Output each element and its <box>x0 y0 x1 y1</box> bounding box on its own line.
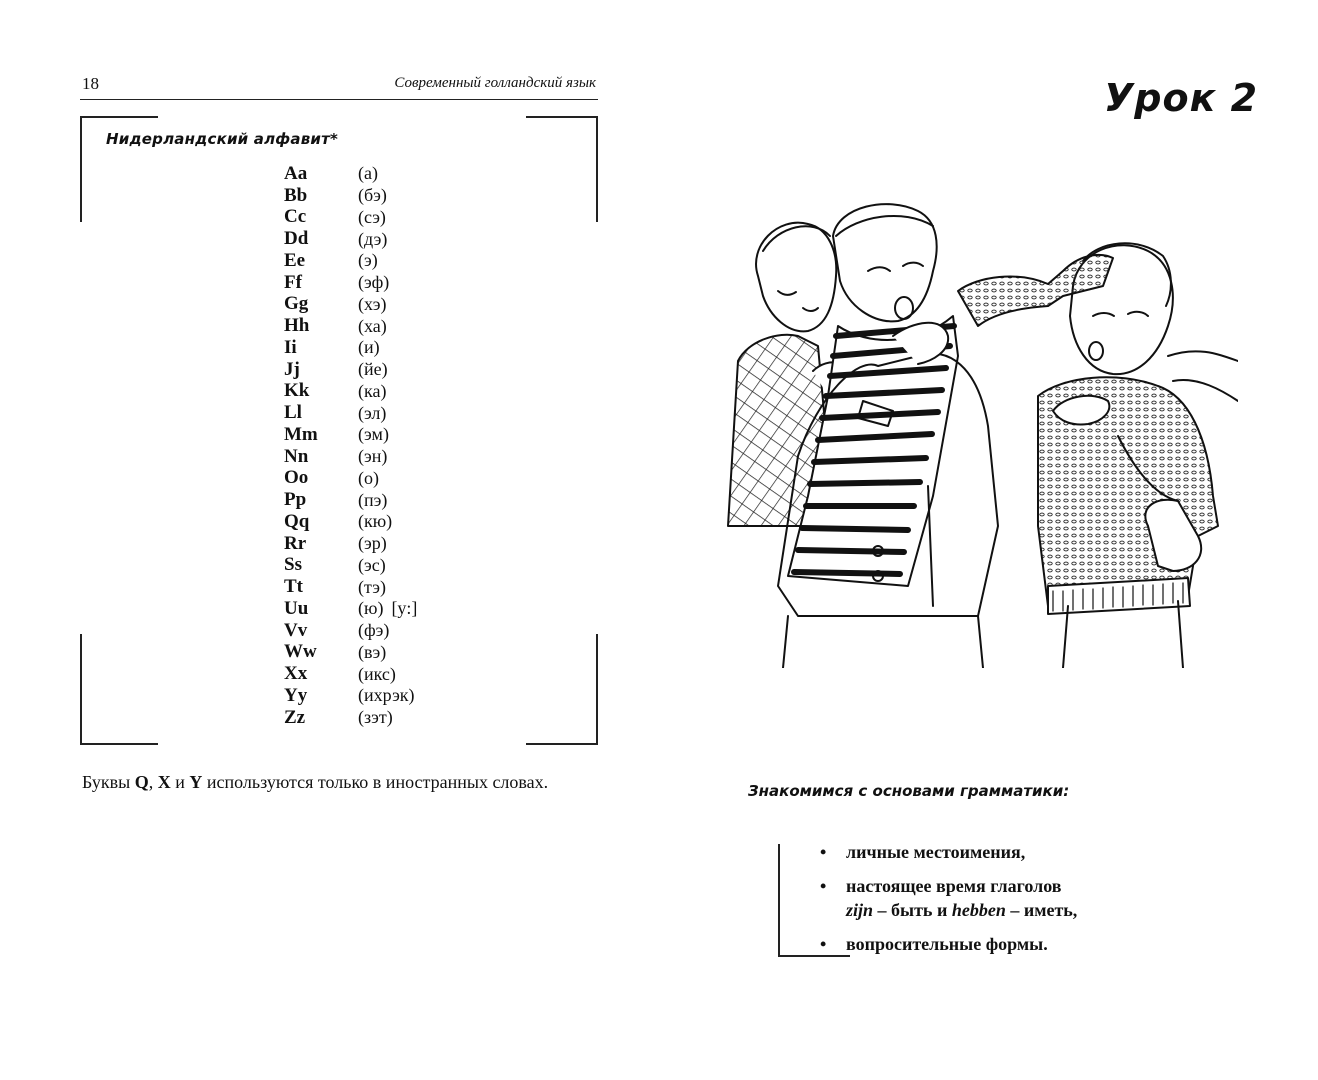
note-text: Буквы <box>82 772 135 792</box>
alphabet-row <box>284 381 417 403</box>
bullet: • <box>820 876 827 896</box>
alphabet-letter: Pp <box>284 489 307 511</box>
alphabet-row <box>284 707 417 729</box>
alphabet-row <box>284 663 417 685</box>
alphabet-sound: (йе) <box>358 359 388 380</box>
grammar-topics <box>820 840 1077 966</box>
alphabet-row <box>284 555 417 577</box>
alphabet-row <box>284 402 417 424</box>
foreign-letters-note <box>82 770 598 794</box>
alphabet-sound: (тэ) <box>358 576 387 597</box>
alphabet-row <box>284 642 417 664</box>
alphabet-letter: Ww <box>284 641 317 663</box>
alphabet-sound: (ка) <box>358 380 387 401</box>
alphabet-row <box>284 533 417 555</box>
topic-personal-pronouns <box>820 840 1077 864</box>
lesson-title: Урок 2 <box>1104 76 1259 120</box>
alphabet-row <box>284 250 417 272</box>
note-text: , <box>148 772 158 792</box>
alphabet-letter: Dd <box>284 228 309 250</box>
alphabet-row <box>284 685 417 707</box>
alphabet-letter: Vv <box>284 619 308 641</box>
topic-text: вопросительные формы. <box>846 934 1048 954</box>
alphabet-letter: Nn <box>284 445 309 467</box>
alphabet-sound: (эр) <box>358 533 387 554</box>
topic-text: – иметь, <box>1005 900 1078 920</box>
alphabet-letter: Ff <box>284 271 302 293</box>
alphabet-sound: (эс) <box>358 554 386 575</box>
alphabet-sound: (хэ) <box>358 293 387 314</box>
note-letter-x: X <box>157 772 171 792</box>
alphabet-letter: Ee <box>284 249 306 271</box>
alphabet-row <box>284 576 417 598</box>
alphabet-sound: (ю) <box>358 598 384 619</box>
topic-verbs-line <box>846 898 1077 922</box>
alphabet-sound: (ихрэк) <box>358 685 415 706</box>
topic-present-tense <box>820 874 1077 922</box>
topic-text: настоящее время глаголов <box>846 876 1062 896</box>
running-head: Современный голландский язык <box>394 75 596 91</box>
topic-question-forms <box>820 932 1077 956</box>
alphabet-sound: (ха) <box>358 315 387 336</box>
frame-bottom-left <box>80 634 82 744</box>
frame-top-left <box>80 116 82 222</box>
alphabet-row <box>284 468 417 490</box>
verb-zijn: zijn <box>846 900 874 920</box>
alphabet-letter: Ii <box>284 336 297 358</box>
alphabet-sound: (зэт) <box>358 707 393 728</box>
alphabet-title: Нидерландский алфавит* <box>106 130 339 148</box>
alphabet-letter: Ss <box>284 554 302 576</box>
alphabet-sound: (кю) <box>358 511 393 532</box>
alphabet-sound: (эф) <box>358 272 390 293</box>
alphabet-sound: (и) <box>358 337 380 358</box>
topic-text: – быть и <box>873 900 952 920</box>
alphabet-letter: Uu <box>284 597 309 619</box>
alphabet-letter: Ll <box>284 402 302 424</box>
alphabet-letter: Gg <box>284 293 309 315</box>
alphabet-row <box>284 598 417 620</box>
alphabet-sound: (вэ) <box>358 641 387 662</box>
alphabet-transcription: [y:] <box>391 598 418 619</box>
alphabet-sound: (пэ) <box>358 489 388 510</box>
alphabet-sound: (сэ) <box>358 206 386 227</box>
alphabet-sound: (дэ) <box>358 228 388 249</box>
alphabet-letter: Jj <box>284 358 300 380</box>
bullet: • <box>820 934 827 954</box>
alphabet-row <box>284 294 417 316</box>
alphabet-letter: Aa <box>284 162 308 184</box>
alphabet-letter: Mm <box>284 423 318 445</box>
alphabet-row <box>284 359 417 381</box>
verb-hebben: hebben <box>951 900 1006 920</box>
page-number: 18 <box>82 74 99 93</box>
alphabet-sound: (фэ) <box>358 620 390 641</box>
note-text: и <box>170 772 190 792</box>
alphabet-row <box>284 620 417 642</box>
alphabet-letter: Cc <box>284 206 307 228</box>
alphabet-sound: (э) <box>358 250 378 271</box>
alphabet-row <box>284 272 417 294</box>
alphabet-row <box>284 446 417 468</box>
frame-bottom-right <box>596 634 598 744</box>
alphabet-sound: (икс) <box>358 663 396 684</box>
alphabet-sound: (эн) <box>358 446 388 467</box>
alphabet-sound: (эм) <box>358 424 389 445</box>
alphabet-letter: Rr <box>284 532 307 554</box>
note-letter-y: Y <box>189 772 203 792</box>
header-rule <box>80 99 598 100</box>
bullet: • <box>820 842 827 862</box>
alphabet-letter: Hh <box>284 315 310 337</box>
alphabet-letter: Qq <box>284 510 310 532</box>
note-text: используются только в иностранных словах. <box>202 772 549 792</box>
alphabet-letter: Bb <box>284 184 308 206</box>
topic-text: личные местоимения, <box>846 842 1026 862</box>
alphabet-row <box>284 163 417 185</box>
alphabet-row <box>284 228 417 250</box>
frame-top-left-h <box>80 116 158 118</box>
alphabet-sound: (а) <box>358 163 378 184</box>
alphabet-sound: (бэ) <box>358 185 387 206</box>
frame-top-right-h <box>526 116 598 118</box>
alphabet-letter: Oo <box>284 467 309 489</box>
alphabet-list <box>284 163 417 729</box>
alphabet-sound: (эл) <box>358 402 387 423</box>
alphabet-row <box>284 424 417 446</box>
alphabet-letter: Xx <box>284 663 308 685</box>
alphabet-letter: Tt <box>284 576 303 598</box>
grammar-title: Знакомимся с основами грамматики: <box>748 782 1070 800</box>
alphabet-letter: Yy <box>284 684 308 706</box>
alphabet-row <box>284 489 417 511</box>
alphabet-row <box>284 207 417 229</box>
topics-bracket-vertical <box>778 844 780 956</box>
alphabet-row <box>284 315 417 337</box>
alphabet-sound: (о) <box>358 467 379 488</box>
alphabet-letter: Zz <box>284 706 306 728</box>
alphabet-letter: Kk <box>284 380 310 402</box>
alphabet-row <box>284 185 417 207</box>
alphabet-row <box>284 337 417 359</box>
frame-bottom-right-h <box>526 743 598 745</box>
three-people-illustration <box>718 196 1238 668</box>
frame-bottom-left-h <box>80 743 158 745</box>
alphabet-row <box>284 511 417 533</box>
frame-top-right <box>596 116 598 222</box>
note-letter-q: Q <box>134 772 149 792</box>
